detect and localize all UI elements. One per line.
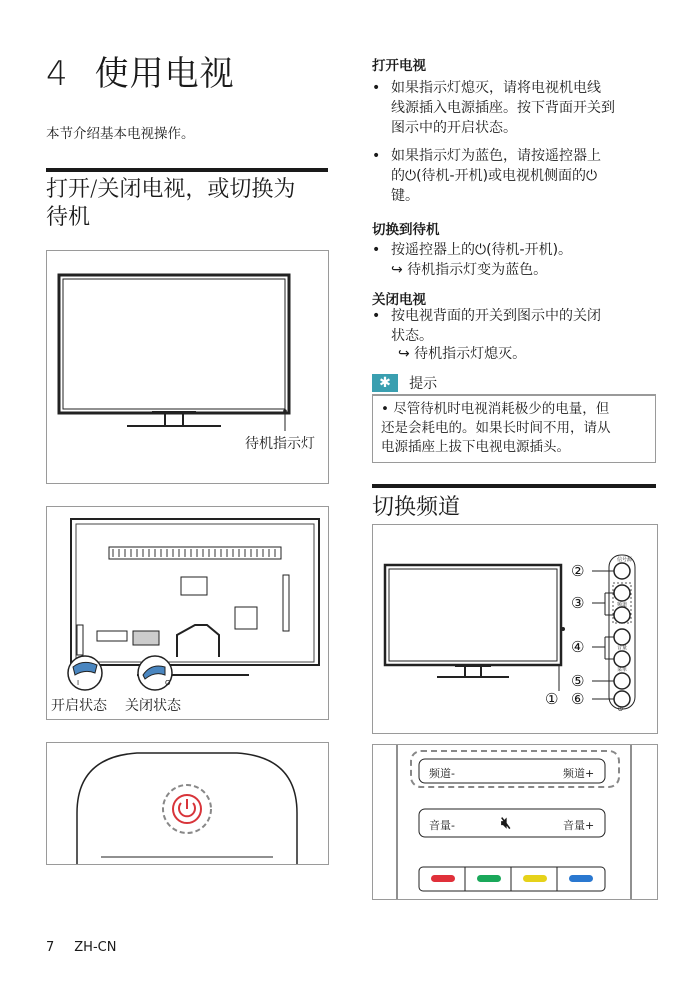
volume-button-label: 音量 xyxy=(617,645,628,651)
turn-on-heading: 打开电视 xyxy=(372,58,426,74)
section2-title: 切换频道 xyxy=(372,495,461,520)
figure-remote xyxy=(372,744,658,900)
switch-off-mark: O xyxy=(165,679,171,687)
tv-back-illustration xyxy=(47,507,328,719)
standby-indicator-label: 待机指示灯 xyxy=(245,436,315,452)
page-footer xyxy=(46,940,116,955)
figure-tv-front xyxy=(46,250,329,484)
callout-4: ④ xyxy=(571,638,585,656)
figure-tv-power-button xyxy=(46,742,329,865)
source-button-label: 信号源 xyxy=(617,557,633,563)
menu-button-label: 菜单 xyxy=(617,667,628,673)
bullet-line: 线源插入电源插座。按下背面开关到 xyxy=(391,100,615,116)
section-rule xyxy=(46,168,328,172)
turn-off-result: ↪ 待机指示灯熄灭。 xyxy=(398,346,527,362)
tip-header xyxy=(372,372,437,393)
tip-line: • 尽管待机时电视消耗极少的电量，但 xyxy=(381,401,610,417)
bullet-line: 如果指示灯为蓝色，请按遥控器上 xyxy=(391,148,601,164)
section-title-line2: 待机 xyxy=(46,205,91,230)
section-title-line1: 打开/关闭电视，或切换为 xyxy=(46,177,296,202)
tip-label: 提示 xyxy=(409,375,438,392)
bullet-line: 键。 xyxy=(391,188,419,204)
turn-off-heading: 关闭电视 xyxy=(372,292,426,308)
tip-line: 电源插座上拔下电视电源插头。 xyxy=(381,439,570,455)
switch-off-label: 关闭状态 xyxy=(125,698,181,714)
callout-1: ① xyxy=(545,690,559,708)
bullet-line: 按电视背面的开关到图示中的关闭 xyxy=(391,308,601,324)
section2-rule xyxy=(372,484,656,488)
turn-on-bullet-1: • 如果指示灯熄灭，请将电视机电线 线源插入电源插座。按下背面开关到 图示中的开启状态。 xyxy=(372,80,615,136)
turn-on-bullet-2: • 如果指示灯为蓝色，请按遥控器上 的⏻(待机-开机)或电视机侧面的⏻ 键。 xyxy=(372,148,601,204)
standby-result: ↪ 待机指示灯变为蓝色。 xyxy=(391,262,548,278)
chapter-number: 4 xyxy=(46,54,69,94)
channel-up-button[interactable]: 频道+ xyxy=(563,767,595,780)
volume-down-button[interactable]: 音量- xyxy=(429,819,455,832)
bullet-line: 的⏻(待机-开机)或电视机侧面的⏻ xyxy=(391,168,598,184)
bullet-line: 按遥控器上的⏻(待机-开机)。 xyxy=(391,242,573,258)
bullet-line: 状态。 xyxy=(391,328,433,344)
power-button-label: ⏻ xyxy=(618,706,623,713)
standby-bullet: • 按遥控器上的⏻(待机-开机)。 xyxy=(372,242,573,258)
chapter-name: 使用电视 xyxy=(94,54,235,94)
remote-body xyxy=(373,745,657,899)
tv-side-illustration xyxy=(47,743,328,864)
page-number: 7 xyxy=(46,940,55,955)
bullet-line: 如果指示灯熄灭，请将电视机电线 xyxy=(391,80,601,96)
mute-icon[interactable]: 🔇︎ xyxy=(501,813,512,832)
callout-6: ⑥ xyxy=(571,690,585,708)
figure-side-buttons xyxy=(372,524,658,734)
tip-icon: ✱ xyxy=(372,374,398,392)
switch-on-mark: I xyxy=(77,679,80,687)
standby-heading: 切换到待机 xyxy=(372,222,440,238)
tip-box xyxy=(372,396,656,463)
tip-line: 还是会耗电的。如果长时间不用，请从 xyxy=(381,420,611,436)
callout-2: ② xyxy=(571,562,585,580)
turn-off-bullet: • 按电视背面的开关到图示中的关闭 状态。 xyxy=(372,308,601,344)
section-title xyxy=(46,176,295,232)
figure-tv-back xyxy=(46,506,329,720)
volume-up-button[interactable]: 音量+ xyxy=(563,819,595,832)
switch-on-label: 开启状态 xyxy=(51,698,107,714)
channel-button-label: 频道 xyxy=(617,602,628,608)
callout-5: ⑤ xyxy=(571,672,585,690)
callout-3: ③ xyxy=(571,594,585,612)
intro-text: 本节介绍基本电视操作。 xyxy=(46,126,195,142)
channel-down-button[interactable]: 频道- xyxy=(429,767,455,780)
bullet-line: 图示中的开启状态。 xyxy=(391,120,517,136)
chapter-title xyxy=(46,46,235,95)
side-buttons-illustration xyxy=(373,525,657,733)
language-code: ZH-CN xyxy=(74,940,117,955)
